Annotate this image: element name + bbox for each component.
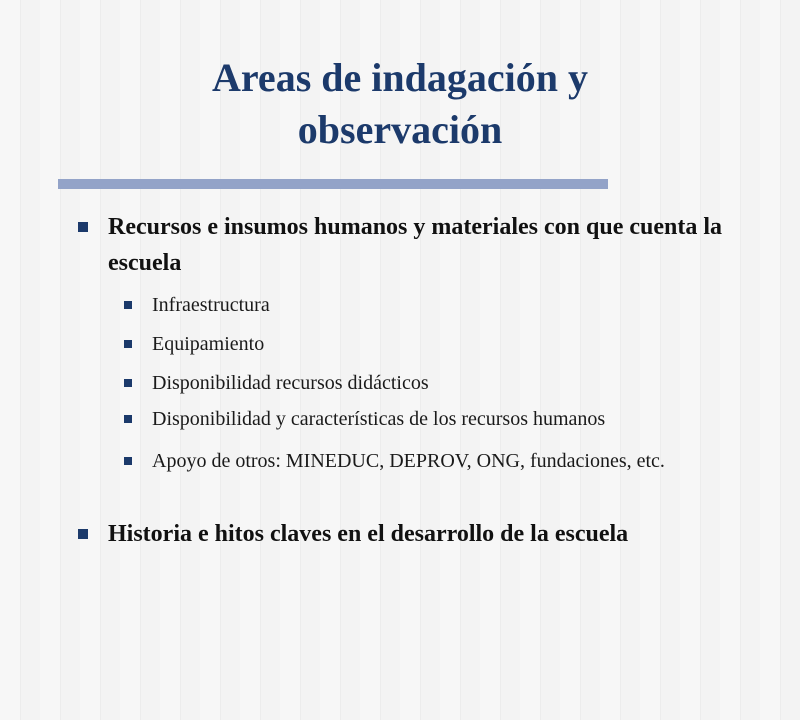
square-bullet-icon	[78, 529, 88, 539]
sub-bullet-text: Disponibilidad recursos didácticos	[152, 372, 429, 394]
square-bullet-icon	[78, 222, 88, 232]
sub-bullet-infraestructura	[152, 291, 772, 319]
square-bullet-icon	[124, 379, 132, 387]
sub-bullet-disponibilidad-recursos	[152, 369, 772, 397]
sub-bullet-text: Disponibilidad y características de los recursos humanos	[152, 408, 606, 430]
square-bullet-icon	[124, 415, 132, 423]
square-bullet-icon	[124, 457, 132, 465]
sub-bullet-text: Equipamiento	[152, 333, 265, 355]
bullet-historia	[108, 516, 748, 552]
title-line-2: observación	[297, 107, 503, 152]
square-bullet-icon	[124, 301, 132, 309]
title-underline-bar	[58, 179, 608, 189]
sub-bullet-recursos-humanos	[152, 405, 772, 433]
bullet-recursos	[108, 209, 748, 281]
sub-bullet-equipamiento	[152, 330, 772, 358]
sub-bullet-text: Infraestructura	[152, 294, 270, 316]
square-bullet-icon	[124, 340, 132, 348]
bullet-text: Recursos e insumos humanos y materiales con que cuenta la escuela	[108, 214, 723, 276]
bullet-text: Historia e hitos claves en el desarrollo de la escuela	[108, 521, 629, 547]
title-line-1: Areas de indagación y	[212, 55, 588, 100]
sub-bullet-text: Apoyo de otros: MINEDUC, DEPROV, ONG, fundaciones, etc.	[152, 450, 665, 472]
slide-title	[60, 52, 740, 156]
sub-bullet-apoyo-otros	[152, 447, 692, 475]
